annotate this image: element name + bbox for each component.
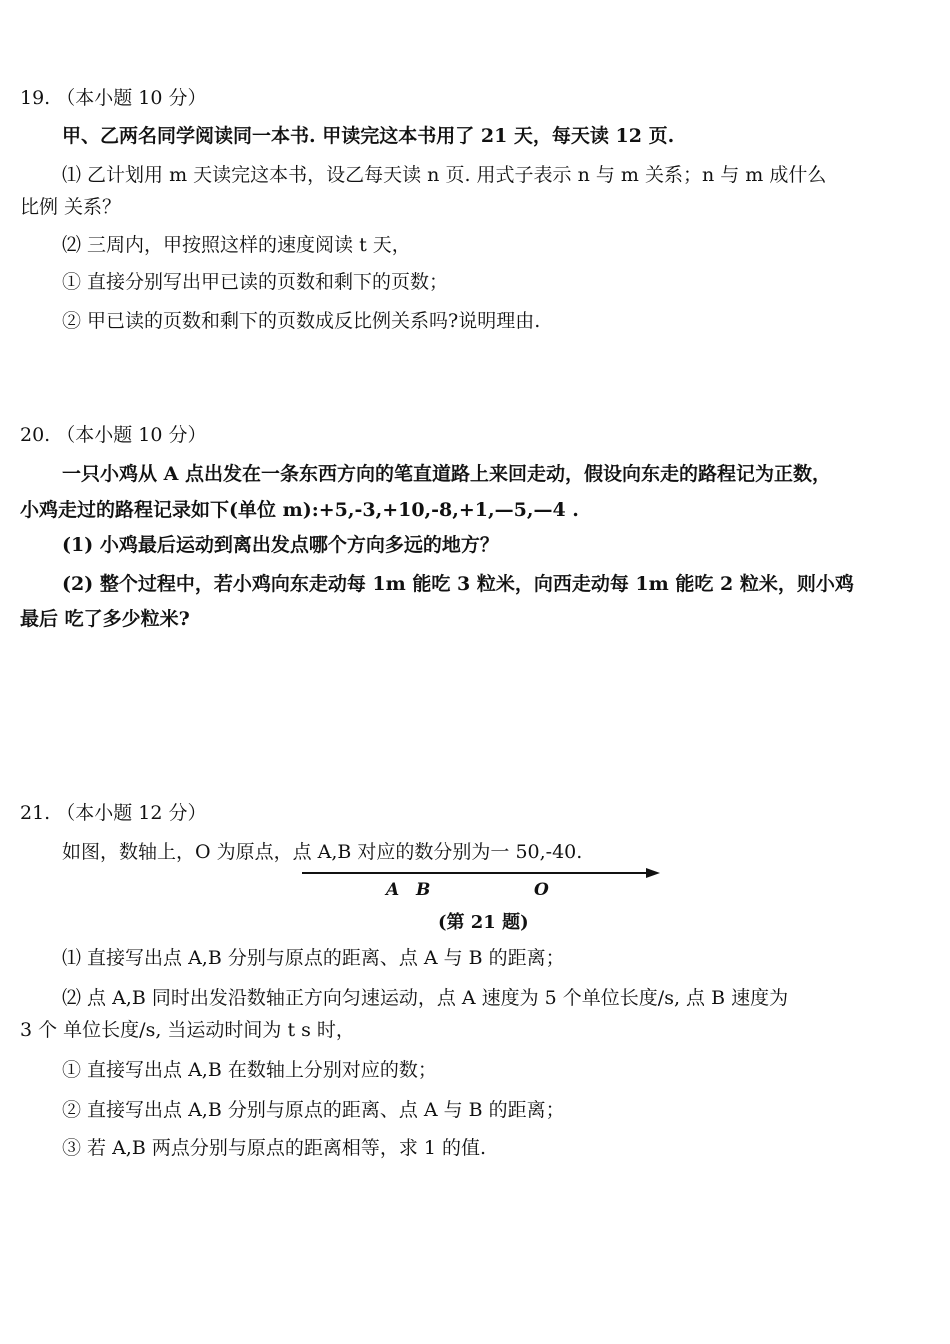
q19-stem: 甲、乙两名同学阅读同一本书. 甲读完这本书用了 21 天，每天读 12 页. [62,125,675,147]
q21-stem: 如图，数轴上，O 为原点，点 A,B 对应的数分别为一 50,-40. [62,841,583,863]
q19-header: 19. （本小题 10 分） [20,87,207,109]
q19-sub1: ① 直接分别写出甲已读的页数和剩下的页数； [62,271,449,293]
q19-part2: ⑵ 三周内，甲按照这样的速度阅读 t 天， [62,234,411,256]
q21-part1: ⑴ 直接写出点 A,B 分别与原点的距离、点 A 与 B 的距离； [62,947,565,969]
q21-part2-line2: 3 个 单位长度/s, 当运动时间为 t s 时， [20,1019,355,1041]
q19-part1-line2: 比例 关系？ [20,196,122,218]
q20-part2-line2: 最后 吃了多少粒米? [20,608,190,630]
q21-part2-line1: ⑵ 点 A,B 同时出发沿数轴正方向匀速运动，点 A 速度为 5 个单位长度/s, 点 B 速度为 [62,987,789,1009]
figure-caption: (第 21 题) [438,912,529,933]
q21-header: 21. （本小题 12 分） [20,802,207,824]
q20-part2-line1: (2) 整个过程中，若小鸡向东走动每 1m 能吃 3 粒米，向西走动每 1m 能吃 2 粒米，则小鸡 [62,573,854,595]
q20-stem-line1: 一只小鸡从 A 点出发在一条东西方向的笔直道路上来回走动，假设向东走的路程记为正数， [62,463,831,485]
q21-sub1: ① 直接写出点 A,B 在数轴上分别对应的数； [62,1059,437,1081]
q20-stem-line2: 小鸡走过的路程记录如下(单位 m):+5,-3,+10,-8,+1,—5,—4 . [20,499,579,521]
q21-sub2: ② 直接写出点 A,B 分别与原点的距离、点 A 与 B 的距离； [62,1099,565,1121]
q19-sub2: ② 甲已读的页数和剩下的页数成反比例关系吗?说明理由. [62,310,541,332]
number-line-axis [300,860,662,880]
arrow-right-icon [646,868,660,878]
point-b-label: B [416,880,431,900]
q20-header: 20. （本小题 10 分） [20,424,207,446]
point-a-label: A [386,880,400,900]
number-line-figure [300,860,662,900]
origin-o-label: O [534,880,549,900]
q20-part1: (1) 小鸡最后运动到离出发点哪个方向多远的地方？ [62,534,499,556]
q19-part1-line1: ⑴ 乙计划用 m 天读完这本书，设乙每天读 n 页. 用式子表示 n 与 m 关系；n 与 m 成什么 [62,164,827,186]
q21-sub3: ③ 若 A,B 两点分别与原点的距离相等，求 1 的值. [62,1137,487,1159]
